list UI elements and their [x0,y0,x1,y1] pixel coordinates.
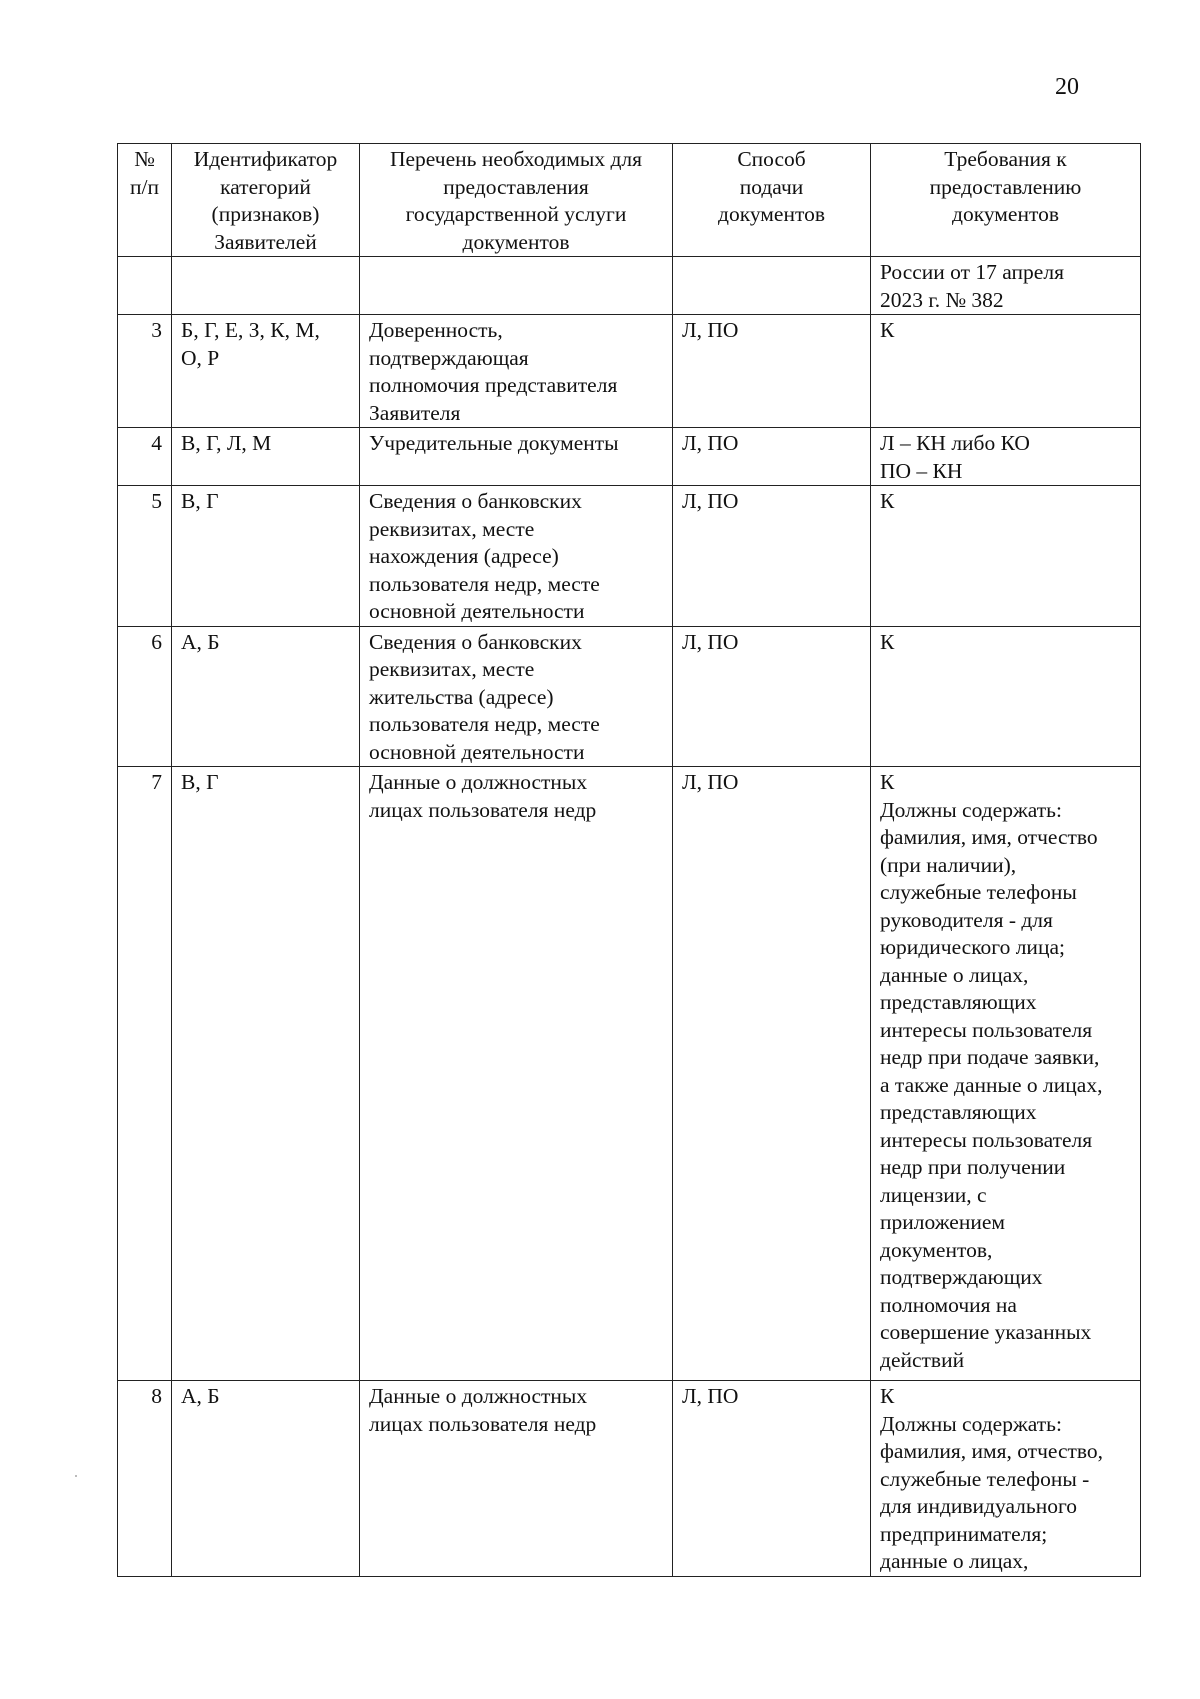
cell-documents: Данные о должностных лицах пользователя недр [360,767,673,1381]
cell-num: 5 [118,486,172,627]
cell-requirements: К Должны содержать: фамилия, имя, отчество (при наличии), служебные телефоны руководителя - для юридического лица; данные о лицах, представляющих интересы пользователя недр при подаче заявки, а также данные о лицах, представляющих интересы пользователя недр при получении лицензии, с приложением документов, подтверждающих полномочия на совершение указанных действий [871,767,1141,1381]
cell-documents: Данные о должностных лицах пользователя недр [360,1381,673,1577]
cell-num: 8 [118,1381,172,1577]
cell-num: 6 [118,626,172,767]
cell-categories: А, Б [172,1381,360,1577]
cell-method: Л, ПО [673,1381,871,1577]
cell-method: Л, ПО [673,428,871,486]
cell-categories: В, Г [172,486,360,627]
cell-requirements: К [871,486,1141,627]
table-row [118,315,1141,428]
cell-documents: Учредительные документы [360,428,673,486]
cell-categories: В, Г [172,767,360,1381]
cell-method: Л, ПО [673,315,871,428]
cell-requirements: К Должны содержать: фамилия, имя, отчество, служебные телефоны - для индивидуального предпринимателя; данные о лицах, [871,1381,1141,1577]
cell-method: Л, ПО [673,767,871,1381]
header-requirements: Требования к предоставлению документов [871,144,1141,257]
header-categories: Идентификатор категорий (признаков) Заявителей [172,144,360,257]
cell-num [118,257,172,315]
cell-requirements: К [871,315,1141,428]
cell-requirements: К [871,626,1141,767]
cell-documents: Сведения о банковских реквизитах, месте нахождения (адресе) пользователя недр, месте основной деятельности [360,486,673,627]
table-row [118,486,1141,627]
cell-num: 3 [118,315,172,428]
cell-documents [360,257,673,315]
cell-categories: В, Г, Л, М [172,428,360,486]
cell-categories [172,257,360,315]
scan-artifact [75,1475,77,1477]
cell-categories: А, Б [172,626,360,767]
header-documents: Перечень необходимых для предоставления государственной услуги документов [360,144,673,257]
cell-method: Л, ПО [673,486,871,627]
cell-num: 7 [118,767,172,1381]
header-method: Способ подачи документов [673,144,871,257]
table-row [118,626,1141,767]
documents-table [117,143,1141,1577]
table-header-row [118,144,1141,257]
cell-documents: Доверенность, подтверждающая полномочия представителя Заявителя [360,315,673,428]
cell-method: Л, ПО [673,626,871,767]
table-row [118,1381,1141,1577]
cell-categories: Б, Г, Е, З, К, М, О, Р [172,315,360,428]
page-number: 20 [1055,74,1079,100]
table-row [118,428,1141,486]
table-row [118,767,1141,1381]
cell-requirements: Л – КН либо КО ПО – КН [871,428,1141,486]
table-row-continuation [118,257,1141,315]
cell-num: 4 [118,428,172,486]
header-num: № п/п [118,144,172,257]
cell-requirements: России от 17 апреля 2023 г. № 382 [871,257,1141,315]
cell-documents: Сведения о банковских реквизитах, месте жительства (адресе) пользователя недр, месте основной деятельности [360,626,673,767]
cell-method [673,257,871,315]
